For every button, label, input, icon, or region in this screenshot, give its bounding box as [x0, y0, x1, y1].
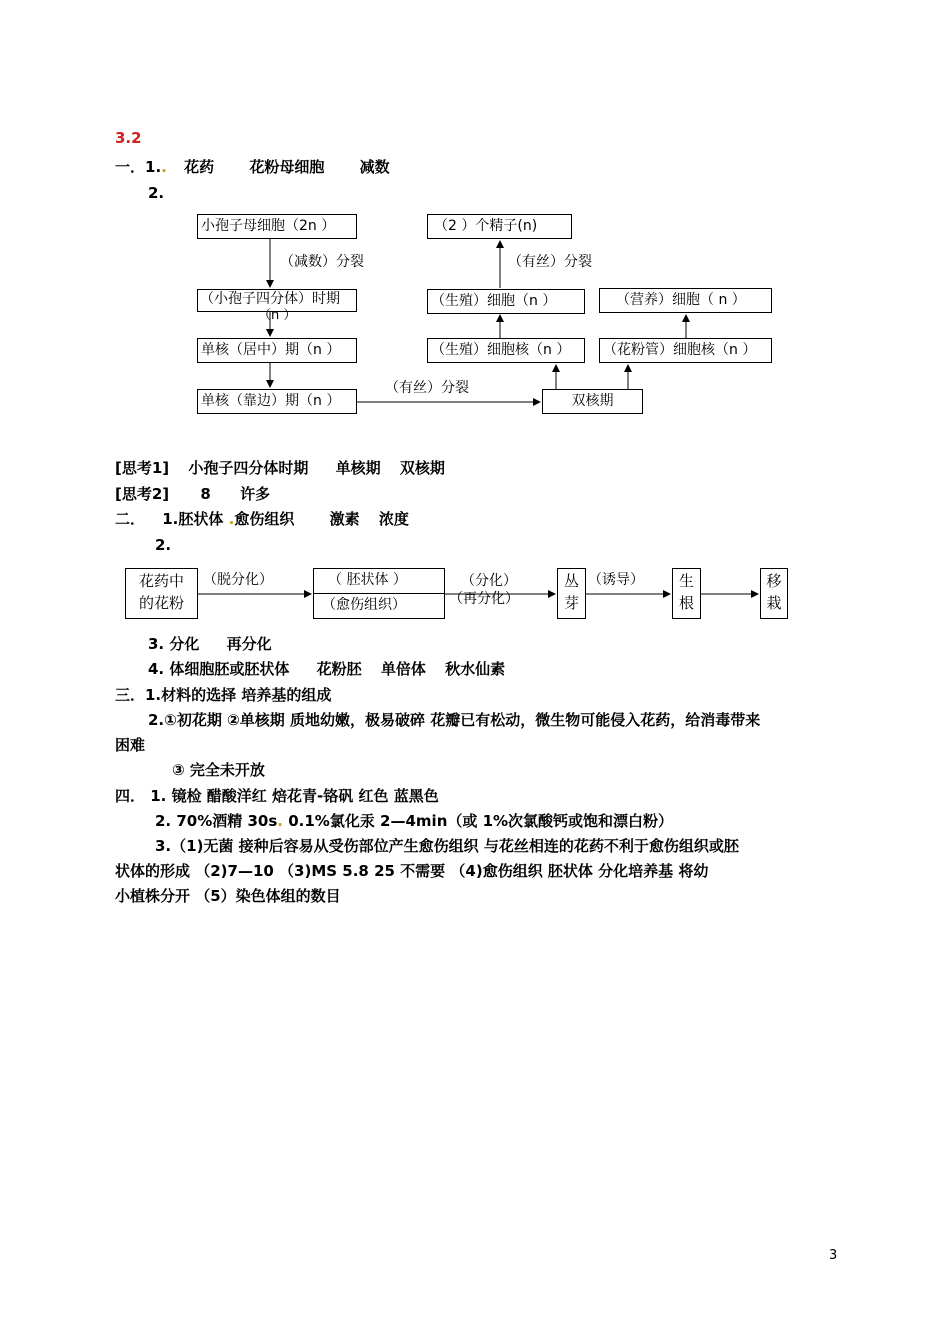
- box-transplant: [760, 568, 788, 619]
- part4-line3: 3.（1)无菌 接种后容易从受伤部位产生愈伤组织 与花丝相连的花药不利于愈伤组织或胚: [155, 837, 739, 855]
- think2-answer2: 许多: [240, 485, 271, 503]
- answer-differentiation: 分化: [169, 635, 200, 653]
- answer-pollen-embryo: 花粉胚: [316, 660, 362, 678]
- box-microspore-mother-cell: 小孢子母细胞（2n ）: [197, 214, 357, 239]
- pollen-line1: 花药中: [138, 572, 184, 590]
- part2-item4: [148, 659, 505, 679]
- label-differentiation: （分化）: [461, 573, 517, 589]
- box-anther-pollen: [125, 568, 198, 619]
- think2-label: [思考2]: [115, 485, 170, 503]
- box-sperm: （2 ）个精子(n): [427, 214, 572, 239]
- part3-line2: 2.①初花期 ②单核期 质地幼嫩，极易破碎 花瓣已有松动，微生物可能侵入花药，给消毒带来: [148, 711, 761, 729]
- part4-line2: [155, 811, 673, 831]
- box-generative-cell: （生殖）细胞（n ）: [427, 289, 585, 314]
- answer-somatic-embryo: 体细胞胚或胚状体: [169, 660, 290, 678]
- part2-item3-num: 3.: [148, 635, 165, 653]
- part4-line4: 状体的形成 （2)7—10 （3)MS 5.8 25 不需要 （4)愈伤组织 胚状体 分化培养基 将幼: [115, 862, 709, 880]
- part4-line5: 小植株分开 （5）染色体组的数目: [115, 887, 341, 905]
- part1-item1-num: 1.: [145, 158, 162, 176]
- part2-item1: [115, 509, 409, 529]
- embryoid-divider: [314, 593, 444, 594]
- answer-concentration: 浓度: [378, 510, 409, 528]
- root-line2: 根: [678, 594, 694, 612]
- think2-answer1: 8: [200, 485, 211, 503]
- answer-callus: 愈伤组织: [234, 510, 295, 528]
- answer-pollen-mother-cell: 花粉母细胞: [249, 158, 325, 176]
- page-number: 3: [829, 1248, 838, 1263]
- shoot-line2: 芽: [563, 594, 579, 612]
- box-uninucleate-edge: 单核（靠边）期（n ）: [197, 389, 357, 414]
- embryoid-text: （ 胚状体 ）: [328, 572, 407, 588]
- box-uninucleate-center: 单核（居中）期（n ）: [197, 338, 357, 363]
- answer-meiosis: 减数: [359, 158, 390, 176]
- think1-answer1: 小孢子四分体时期: [188, 459, 309, 477]
- shoot-line1: 丛: [563, 572, 579, 590]
- part2-label: 二．: [115, 510, 146, 528]
- label-redifferentiation: （再分化）: [449, 591, 519, 607]
- part3-line4: ③ 完全未开放: [172, 761, 265, 779]
- answer-haploid: 单倍体: [380, 660, 426, 678]
- part4-dot: .: [277, 812, 283, 830]
- part2-item2-num: 2.: [155, 536, 172, 554]
- box-generative-nucleus: （生殖）细胞核（n ）: [427, 338, 585, 363]
- part2-item3: [148, 634, 272, 654]
- tetrad-line2: （n ）: [258, 308, 297, 323]
- think2-line: [115, 484, 270, 504]
- part4-line2a: 2. 70%酒精 30s: [155, 812, 278, 830]
- box-rooting: [672, 568, 701, 619]
- part3-line3: 困难: [115, 736, 146, 754]
- answer-colchicine: 秋水仙素: [445, 660, 506, 678]
- part2-item1-num: 1.: [162, 510, 179, 528]
- box-binucleate-stage: 双核期: [542, 389, 643, 414]
- box-embryoid-callus: [313, 568, 445, 619]
- answer-hormone: 激素: [329, 510, 360, 528]
- think1-line: [115, 458, 445, 478]
- part2-dot: .: [228, 510, 235, 528]
- section-number: 3.2: [115, 129, 142, 147]
- part4-line2b: 0.1%氯化汞 2—4min（或 1%次氯酸钙或饱和漂白粉）: [283, 812, 674, 830]
- part1-item2-num: 2.: [148, 184, 165, 202]
- label-dedifferentiation: （脱分化）: [203, 572, 273, 588]
- answer-embryoid: 胚状体: [178, 510, 224, 528]
- root-line1: 生: [678, 572, 694, 590]
- label-mitosis-bottom: （有丝）分裂: [385, 380, 469, 396]
- label-meiosis-division: （减数）分裂: [280, 254, 364, 270]
- callus-text: （愈伤组织）: [322, 597, 406, 613]
- part4-line1: 四． 1. 镜检 醋酸洋红 焙花青-铬矾 红色 蓝黑色: [115, 787, 439, 805]
- transplant-line1: 移: [766, 572, 782, 590]
- part1-label: 一．: [115, 158, 146, 176]
- think1-answer3: 双核期: [399, 459, 445, 477]
- part2-item4-num: 4.: [148, 660, 165, 678]
- pollen-line2: 的花粉: [138, 594, 184, 612]
- answer-redifferentiation: 再分化: [226, 635, 272, 653]
- think1-label: [思考1]: [115, 459, 170, 477]
- label-mitosis-top: （有丝）分裂: [508, 254, 592, 270]
- label-induction: （诱导）: [588, 572, 644, 588]
- think1-answer2: 单核期: [335, 459, 381, 477]
- part1-dot: .: [161, 158, 167, 176]
- part3-line1: 三．1.材料的选择 培养基的组成: [115, 686, 332, 704]
- transplant-line2: 栽: [766, 594, 782, 612]
- tetrad-line1: （小孢子四分体）时期: [200, 291, 340, 307]
- box-shoot: [557, 568, 586, 619]
- answer-anther: 花药: [184, 158, 215, 176]
- box-vegetative-cell: （营养）细胞（ n ）: [599, 288, 772, 313]
- box-tube-nucleus: （花粉管）细胞核（n ）: [599, 338, 772, 363]
